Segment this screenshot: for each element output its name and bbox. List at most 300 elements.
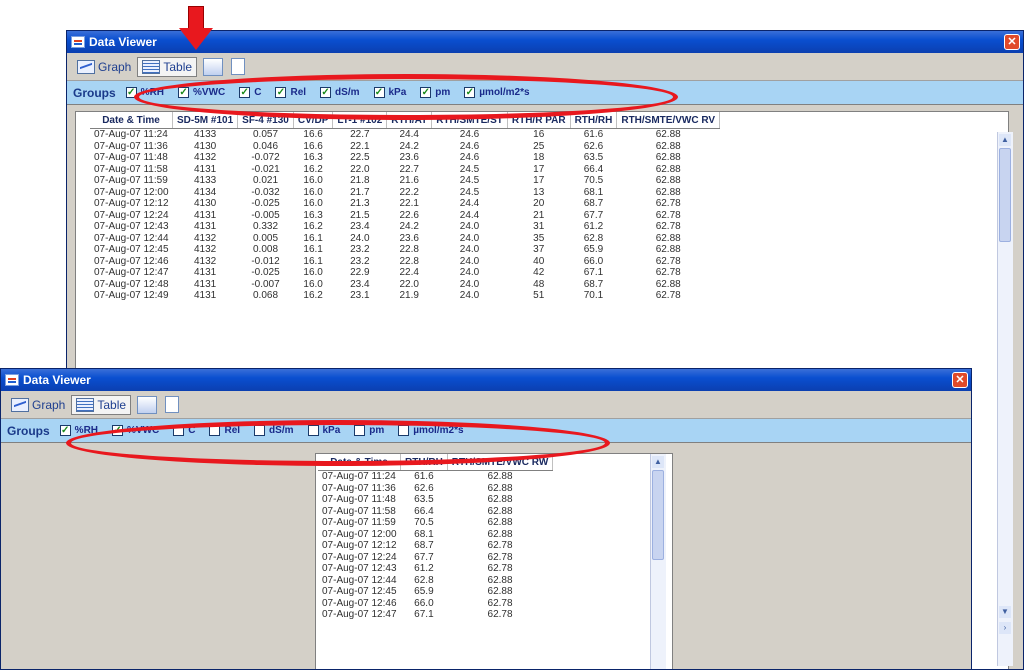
- table-cell: 62.78: [655, 267, 681, 278]
- table-cell: 62.78: [487, 551, 513, 563]
- groups-label: Groups: [73, 85, 116, 100]
- graph-button[interactable]: [7, 395, 69, 415]
- table-cell: 22.9: [350, 267, 370, 278]
- group-label: Rel: [290, 87, 307, 98]
- empty-checkbox-icon[interactable]: [254, 425, 265, 436]
- table-cell: 4134: [193, 186, 217, 198]
- table-cell: 22.4: [399, 267, 419, 278]
- group-checkbox[interactable]: [374, 87, 407, 98]
- table-cell: 65.9: [414, 586, 434, 597]
- table-cell: 61.2: [583, 221, 604, 232]
- table-row[interactable]: [90, 233, 720, 245]
- table-cell: 68.7: [583, 278, 604, 290]
- table-cell: 66.4: [414, 505, 434, 517]
- table-cell: 24.0: [459, 232, 480, 244]
- table-row[interactable]: [90, 279, 720, 291]
- group-label: µmol/m2*s: [479, 87, 530, 98]
- table-cell: 62.78: [487, 597, 513, 609]
- table-cell: 61.2: [414, 563, 434, 574]
- document-icon[interactable]: [231, 58, 245, 75]
- column-header[interactable]: RTH/RH: [401, 454, 448, 471]
- table-cell: 16.1: [303, 232, 323, 244]
- table-cell: 16.0: [303, 186, 323, 198]
- column-header[interactable]: RTH/SMTE/VWC RW: [447, 454, 552, 471]
- table-cell: 07-Aug-07 12:00: [322, 528, 397, 540]
- group-label: %VWC: [127, 425, 160, 436]
- table-cell: 24.5: [459, 186, 480, 198]
- table-cell: 62.88: [487, 528, 513, 540]
- table-button[interactable]: [137, 57, 197, 77]
- table-cell: 62.78: [655, 255, 681, 267]
- group-checkbox[interactable]: [254, 425, 293, 436]
- table-cell: 07-Aug-07 12:43: [322, 563, 397, 574]
- column-header[interactable]: RTH/SMTE/ST: [432, 112, 508, 129]
- group-label: kPa: [322, 425, 341, 436]
- table-cell: 62.88: [655, 152, 681, 163]
- table-row[interactable]: [318, 540, 553, 552]
- table-cell: 62.88: [487, 586, 513, 597]
- app-icon: [71, 36, 85, 48]
- table-cell: 07-Aug-07 11:36: [94, 140, 168, 152]
- table-cell: 0.005: [252, 232, 279, 244]
- data-table: [318, 454, 553, 621]
- table-cell: 62.88: [487, 574, 513, 586]
- group-checkbox[interactable]: [112, 425, 159, 436]
- table-cell: 4131: [193, 163, 217, 175]
- table-cell: 23.6: [399, 152, 419, 163]
- table-row[interactable]: [90, 164, 720, 176]
- window-title: Data Viewer: [23, 373, 91, 387]
- column-header[interactable]: RTH/RH: [570, 112, 617, 129]
- table-cell: 22.8: [399, 255, 419, 267]
- table-cell: 4131: [193, 267, 217, 278]
- groups-checkboxes: [60, 425, 478, 436]
- table-cell: 23.2: [350, 244, 370, 255]
- table-cell: 66.0: [414, 597, 434, 609]
- table-cell: 07-Aug-07 12:24: [94, 209, 169, 221]
- table-cell: 07-Aug-07 12:00: [94, 186, 169, 198]
- table-cell: 16.6: [303, 129, 323, 140]
- table-cell: 13: [533, 186, 545, 198]
- table-cell: 68.1: [583, 186, 604, 198]
- group-label: %RH: [74, 425, 99, 436]
- table-cell: 24.0: [459, 255, 480, 267]
- table-cell: 24.6: [459, 152, 480, 163]
- table-cell: 07-Aug-07 12:44: [94, 232, 169, 244]
- checkmark-icon[interactable]: ✓: [126, 87, 136, 98]
- table-cell: 22.5: [350, 152, 370, 163]
- table-cell: 68.1: [414, 528, 434, 540]
- content-area: [9, 451, 965, 670]
- group-checkbox[interactable]: [209, 425, 240, 436]
- checkmark-icon[interactable]: ✓: [321, 87, 330, 98]
- table-cell: 21.9: [399, 290, 419, 301]
- group-label: C: [188, 425, 196, 436]
- data-table-panel: [315, 453, 673, 670]
- table-cell: 23.4: [350, 221, 370, 232]
- table-cell: 70.5: [583, 175, 604, 186]
- table-cell: 40: [533, 255, 545, 267]
- table-cell: 51: [533, 290, 545, 301]
- table-row[interactable]: [318, 586, 553, 598]
- checkmark-icon[interactable]: ✓: [240, 87, 249, 98]
- table-cell: 16.1: [303, 255, 323, 267]
- table-cell: 62.8: [414, 574, 434, 586]
- table-cell: -0.005: [251, 209, 280, 221]
- table-cell: 07-Aug-07 12:44: [322, 574, 397, 586]
- table-cell: 22.0: [399, 278, 419, 290]
- table-cell: 31: [533, 221, 545, 232]
- group-checkbox[interactable]: [239, 87, 261, 98]
- close-button[interactable]: ✕: [1004, 34, 1020, 50]
- column-header[interactable]: RTH/SMTE/VWC RV: [617, 112, 720, 129]
- group-checkbox[interactable]: [354, 425, 384, 436]
- spreadsheet-icon[interactable]: [137, 396, 157, 414]
- red-arrow-annotation: [179, 6, 213, 58]
- table-cell: 24.4: [459, 209, 480, 221]
- table-cell: 62.88: [487, 517, 513, 528]
- table-cell: 62.6: [583, 140, 604, 152]
- table-cell: 16.0: [303, 175, 323, 186]
- table-cell: 62.88: [655, 129, 681, 140]
- group-checkbox[interactable]: [308, 425, 341, 436]
- table-cell: -0.032: [251, 186, 280, 198]
- table-cell: 62.88: [655, 186, 681, 198]
- table-cell: 62.78: [487, 563, 513, 574]
- table-cell: 22.8: [399, 244, 419, 255]
- table-cell: 24.2: [399, 221, 419, 232]
- table-cell: 16.0: [303, 198, 323, 209]
- table-button[interactable]: [71, 395, 131, 415]
- table-cell: 21: [533, 209, 545, 221]
- table-cell: 62.78: [487, 540, 513, 551]
- table-cell: 62.78: [655, 198, 681, 209]
- group-checkbox[interactable]: [178, 87, 225, 98]
- title-bar[interactable]: [1, 369, 971, 391]
- graph-label: Graph: [32, 397, 66, 412]
- table-label: Table: [97, 397, 127, 412]
- table-cell: 07-Aug-07 11:48: [322, 494, 396, 505]
- table-row[interactable]: [90, 210, 720, 222]
- vertical-scrollbar[interactable]: [650, 454, 666, 670]
- table-cell: 16.2: [303, 163, 323, 175]
- table-cell: 24.4: [399, 129, 419, 140]
- table-cell: 62.78: [487, 609, 513, 620]
- close-button[interactable]: ✕: [952, 372, 968, 388]
- table-cell: 16.6: [303, 140, 323, 152]
- empty-checkbox-icon[interactable]: [209, 425, 220, 436]
- group-checkbox[interactable]: [464, 87, 529, 98]
- table-cell: 07-Aug-07 12:12: [322, 540, 397, 551]
- graph-button[interactable]: [73, 57, 135, 77]
- table-cell: 70.1: [583, 290, 604, 301]
- table-cell: 62.88: [655, 232, 681, 244]
- table-cell: 22.1: [399, 198, 419, 209]
- table-cell: 07-Aug-07 11:59: [94, 175, 168, 186]
- empty-checkbox-icon[interactable]: [354, 425, 365, 436]
- group-label: kPa: [388, 87, 407, 98]
- table-cell: -0.007: [251, 278, 280, 290]
- table-cell: 07-Aug-07 12:43: [94, 221, 169, 232]
- group-checkbox[interactable]: [126, 87, 164, 98]
- table-cell: 07-Aug-07 12:47: [322, 609, 397, 620]
- table-cell: 07-Aug-07 11:24: [94, 129, 168, 140]
- table-label: Table: [163, 59, 193, 74]
- table-cell: 67.1: [583, 267, 604, 278]
- table-cell: 22.7: [399, 163, 419, 175]
- table-cell: 07-Aug-07 12:45: [322, 586, 397, 597]
- scroll-right-arrow[interactable]: ›: [999, 622, 1011, 634]
- table-cell: 4133: [193, 175, 217, 186]
- table-row[interactable]: [90, 129, 720, 141]
- table-cell: 0.046: [252, 140, 279, 152]
- table-cell: 07-Aug-07 12:47: [94, 267, 169, 278]
- data-viewer-window-filtered: [0, 368, 972, 670]
- table-cell: 21.6: [399, 175, 419, 186]
- table-cell: 63.5: [414, 494, 434, 505]
- table-row[interactable]: [318, 598, 553, 610]
- table-row[interactable]: [318, 575, 553, 587]
- table-cell: -0.025: [251, 198, 280, 209]
- table-cell: 22.7: [350, 129, 370, 140]
- group-label: µmol/m2*s: [413, 425, 464, 436]
- table-icon: [142, 60, 160, 74]
- column-header[interactable]: Date & Time: [318, 454, 401, 471]
- empty-checkbox-icon[interactable]: [308, 425, 319, 436]
- table-cell: 21.3: [350, 198, 370, 209]
- table-cell: 35: [533, 232, 545, 244]
- checkmark-icon[interactable]: ✓: [374, 87, 384, 98]
- table-row[interactable]: [90, 221, 720, 233]
- table-row[interactable]: [318, 563, 553, 575]
- table-cell: 4130: [193, 198, 217, 209]
- table-cell: 48: [533, 278, 545, 290]
- table-cell: 07-Aug-07 11:58: [94, 163, 168, 175]
- table-cell: 66.0: [583, 255, 604, 267]
- group-checkbox[interactable]: [398, 425, 463, 436]
- table-cell: 62.88: [487, 482, 513, 494]
- table-row[interactable]: [90, 175, 720, 187]
- table-row[interactable]: [90, 198, 720, 210]
- table-cell: 20: [533, 198, 545, 209]
- group-label: dS/m: [269, 425, 294, 436]
- table-cell: 07-Aug-07 12:24: [322, 551, 397, 563]
- column-header[interactable]: SD-5M #101: [173, 112, 238, 129]
- table-cell: 68.7: [414, 540, 434, 551]
- table-cell: 16.0: [303, 278, 323, 290]
- table-cell: 16: [533, 129, 545, 140]
- empty-checkbox-icon[interactable]: [173, 425, 184, 436]
- table-cell: 66.4: [583, 163, 604, 175]
- table-cell: 62.6: [414, 482, 434, 494]
- table-cell: 24.0: [459, 244, 480, 255]
- table-cell: 4131: [193, 278, 217, 290]
- group-label: dS/m: [335, 87, 360, 98]
- table-row[interactable]: [318, 517, 553, 529]
- checkmark-icon[interactable]: ✓: [276, 87, 286, 98]
- table-cell: 62.88: [655, 163, 681, 175]
- document-icon[interactable]: [165, 396, 179, 413]
- table-row[interactable]: [90, 187, 720, 199]
- table-cell: 37: [533, 244, 545, 255]
- table-cell: 67.7: [414, 551, 434, 563]
- table-cell: 4130: [193, 140, 217, 152]
- table-cell: 62.88: [487, 471, 513, 482]
- column-header[interactable]: RTH/AT: [387, 112, 432, 129]
- table-cell: 4132: [193, 152, 217, 163]
- table-cell: 24.4: [459, 198, 480, 209]
- table-cell: 07-Aug-07 12:49: [94, 290, 169, 301]
- table-row[interactable]: [318, 529, 553, 541]
- group-checkbox[interactable]: [60, 425, 98, 436]
- table-cell: 4132: [193, 232, 217, 244]
- table-cell: 22.0: [350, 163, 370, 175]
- groups-checkboxes: [126, 87, 544, 98]
- table-cell: 24.0: [459, 278, 480, 290]
- column-header[interactable]: LT-1 #102: [333, 112, 387, 129]
- table-cell: 62.88: [487, 505, 513, 517]
- table-cell: 67.1: [414, 609, 434, 620]
- scroll-thumb[interactable]: [999, 148, 1011, 242]
- table-cell: 61.6: [583, 129, 604, 140]
- table-row[interactable]: [90, 290, 720, 302]
- app-icon: [5, 374, 19, 386]
- table-cell: 25: [533, 140, 545, 152]
- table-row[interactable]: [318, 494, 553, 506]
- group-checkbox[interactable]: [420, 87, 450, 98]
- table-cell: 16.1: [303, 244, 323, 255]
- groups-bar: [1, 419, 971, 443]
- table-cell: 61.6: [414, 471, 434, 482]
- table-cell: 62.88: [655, 244, 681, 255]
- table-row[interactable]: [90, 256, 720, 268]
- table-cell: 07-Aug-07 11:48: [94, 152, 168, 163]
- table-cell: 63.5: [583, 152, 604, 163]
- table-cell: 0.021: [252, 175, 279, 186]
- table-cell: 16.3: [303, 152, 323, 163]
- table-cell: 21.8: [350, 175, 370, 186]
- column-header[interactable]: RTH/R PAR: [507, 112, 570, 129]
- group-checkbox[interactable]: [275, 87, 306, 98]
- checkmark-icon[interactable]: ✓: [465, 87, 474, 98]
- column-header[interactable]: CV/DP: [293, 112, 333, 129]
- table-cell: 68.7: [583, 198, 604, 209]
- table-cell: 4132: [193, 255, 217, 267]
- column-header[interactable]: SF-4 #130: [238, 112, 294, 129]
- group-label: %VWC: [193, 87, 226, 98]
- table-row[interactable]: [90, 141, 720, 153]
- table-cell: 07-Aug-07 11:24: [322, 471, 396, 482]
- table-cell: 23.1: [350, 290, 370, 301]
- group-label: Rel: [224, 425, 241, 436]
- scroll-up-arrow[interactable]: ▲: [652, 456, 664, 468]
- table-cell: 62.88: [487, 494, 513, 505]
- table-cell: -0.025: [251, 267, 280, 278]
- table-row[interactable]: [90, 267, 720, 279]
- table-cell: 16.0: [303, 267, 323, 278]
- graph-label: Graph: [98, 59, 132, 74]
- table-cell: 23.6: [399, 232, 419, 244]
- table-row[interactable]: [318, 506, 553, 518]
- table-cell: 0.008: [252, 244, 279, 255]
- table-cell: 16.2: [303, 221, 323, 232]
- table-cell: 16.3: [303, 209, 323, 221]
- table-row[interactable]: [318, 483, 553, 495]
- table-cell: 21.7: [350, 186, 370, 198]
- table-cell: 62.78: [655, 221, 681, 232]
- spreadsheet-icon[interactable]: [203, 58, 223, 76]
- table-cell: -0.072: [251, 152, 280, 163]
- table-cell: 62.78: [655, 290, 681, 301]
- table-cell: 23.4: [350, 278, 370, 290]
- table-row[interactable]: [318, 552, 553, 564]
- data-table: [90, 112, 720, 302]
- table-cell: 65.9: [583, 244, 604, 255]
- vertical-scrollbar[interactable]: [997, 132, 1013, 666]
- group-label: pm: [435, 87, 451, 98]
- scroll-thumb[interactable]: [652, 470, 664, 560]
- table-cell: 62.8: [583, 232, 604, 244]
- graph-icon: [77, 60, 95, 74]
- table-cell: 21.5: [350, 209, 370, 221]
- table-cell: 62.88: [655, 278, 681, 290]
- table-cell: 62.88: [655, 140, 681, 152]
- table-cell: 0.068: [252, 290, 279, 301]
- table-row[interactable]: [318, 471, 553, 483]
- table-cell: 4131: [193, 209, 217, 221]
- toolbar: [1, 391, 971, 419]
- table-cell: 62.78: [655, 209, 681, 221]
- table-row[interactable]: [90, 244, 720, 256]
- table-cell: 42: [533, 267, 545, 278]
- table-cell: 4133: [193, 129, 217, 140]
- table-cell: 16.2: [303, 290, 323, 301]
- group-checkbox[interactable]: [173, 425, 195, 436]
- checkmark-icon[interactable]: ✓: [421, 87, 430, 98]
- table-cell: 07-Aug-07 12:46: [322, 597, 397, 609]
- table-cell: 17: [533, 163, 545, 175]
- table-cell: 70.5: [414, 517, 434, 528]
- table-cell: 22.1: [350, 140, 370, 152]
- table-cell: 18: [533, 152, 545, 163]
- window-title: Data Viewer: [89, 35, 157, 49]
- table-row[interactable]: [318, 609, 553, 621]
- table-cell: -0.012: [251, 255, 280, 267]
- checkmark-icon[interactable]: ✓: [60, 425, 70, 436]
- table-cell: 24.0: [459, 267, 480, 278]
- checkmark-icon[interactable]: ✓: [179, 87, 188, 98]
- groups-label: Groups: [7, 423, 50, 438]
- table-cell: 24.0: [459, 221, 480, 232]
- empty-checkbox-icon[interactable]: [398, 425, 409, 436]
- checkmark-icon[interactable]: ✓: [113, 425, 122, 436]
- table-cell: 07-Aug-07 12:45: [94, 244, 169, 255]
- table-cell: 24.0: [459, 290, 480, 301]
- scroll-up-arrow[interactable]: ▲: [999, 134, 1011, 146]
- table-cell: 0.057: [252, 129, 279, 140]
- table-cell: 07-Aug-07 12:12: [94, 198, 169, 209]
- table-cell: 07-Aug-07 12:46: [94, 255, 169, 267]
- column-header[interactable]: Date & Time: [90, 112, 173, 129]
- table-cell: 07-Aug-07 11:36: [322, 482, 396, 494]
- scroll-down-arrow[interactable]: ▼: [999, 606, 1011, 618]
- table-cell: 24.6: [459, 129, 480, 140]
- table-cell: 07-Aug-07 11:59: [322, 517, 396, 528]
- table-row[interactable]: [90, 152, 720, 164]
- group-checkbox[interactable]: [320, 87, 359, 98]
- table-cell: 17: [533, 175, 545, 186]
- group-label: C: [254, 87, 262, 98]
